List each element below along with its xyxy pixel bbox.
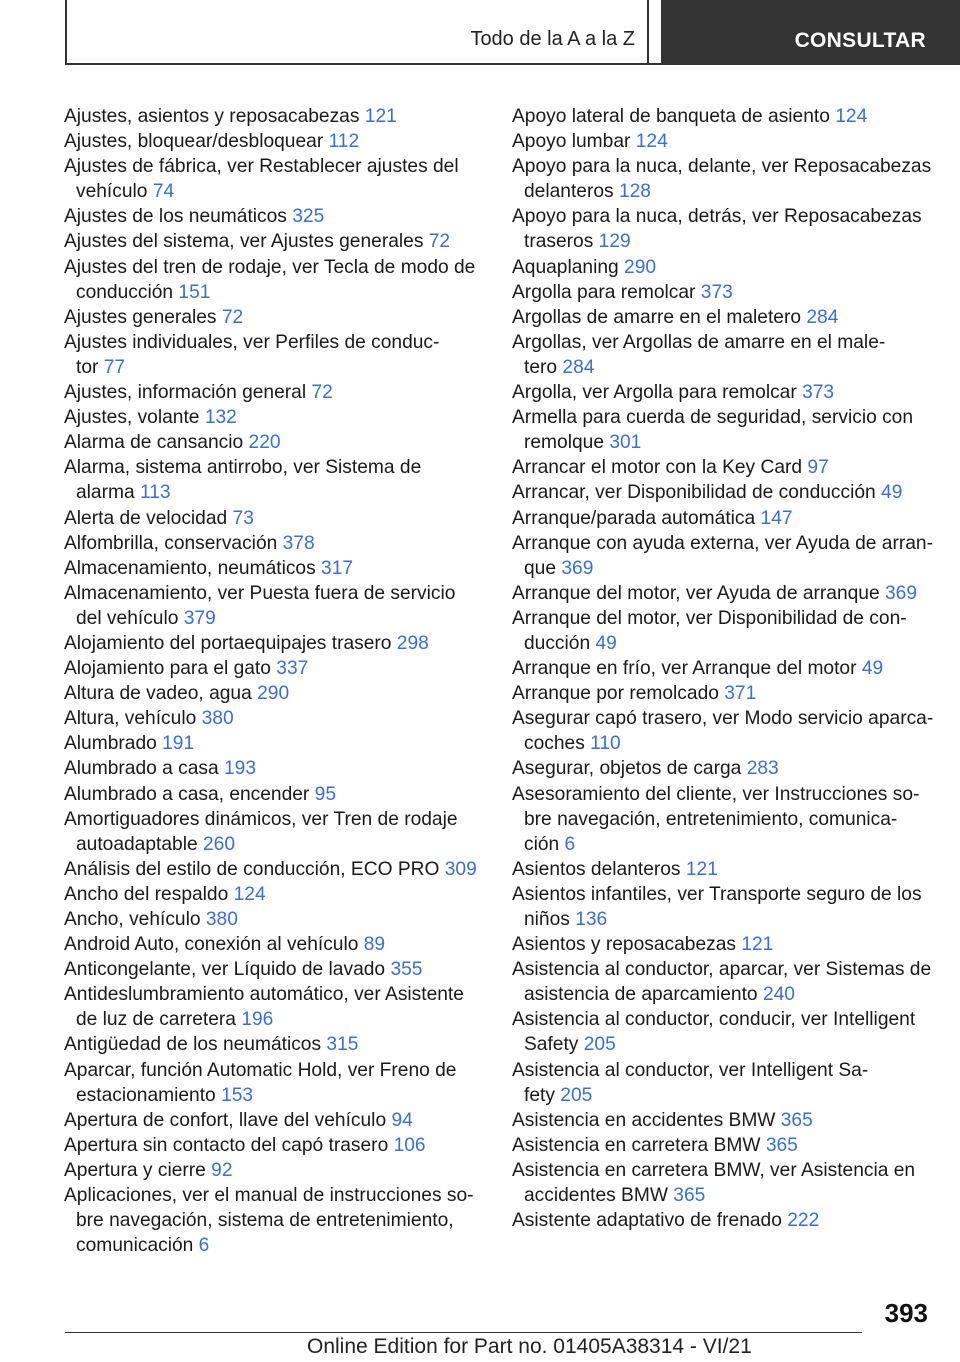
- index-entry-text: Apertura y cierre: [64, 1159, 206, 1181]
- index-entry: [64, 656, 482, 681]
- index-entry-text: Safety: [524, 1034, 579, 1056]
- index-page-link[interactable]: 369: [885, 582, 918, 604]
- index-entry-text: Apoyo para la nuca, delante, ver Reposacabezas: [512, 156, 932, 178]
- index-entry-text: autoadaptable: [76, 833, 198, 855]
- index-entry: [64, 556, 482, 581]
- index-entry: [512, 480, 932, 505]
- index-entry: [64, 857, 482, 882]
- index-page-link[interactable]: 110: [590, 733, 621, 755]
- index-entry-text: tero: [524, 356, 558, 378]
- index-entry: [512, 606, 932, 656]
- index-page-link[interactable]: 112: [328, 131, 360, 153]
- index-entry: [64, 982, 482, 1032]
- index-page-link[interactable]: 113: [140, 482, 171, 504]
- index-page-link[interactable]: 153: [221, 1084, 254, 1106]
- index-entry: [64, 305, 482, 330]
- header-section-label: CONSULTAR: [794, 29, 926, 52]
- index-entry-text: Arranque por remolcado: [512, 683, 719, 705]
- index-entry-text: Ajustes de fábrica, ver Restablecer ajustes del: [64, 156, 459, 178]
- index-entry: [64, 1058, 482, 1108]
- header-tab-label: Todo de la A a la Z: [470, 28, 635, 50]
- index-page-link[interactable]: 73: [232, 507, 254, 529]
- index-entry: [512, 706, 932, 756]
- index-entry-text: vehículo: [76, 181, 148, 203]
- header-bottom-rule: [65, 63, 960, 65]
- index-entry: [64, 154, 482, 204]
- index-entry-text: Arrancar el motor con la Key Card: [512, 457, 803, 479]
- index-entry: [64, 204, 482, 229]
- index-entry: [64, 506, 482, 531]
- index-entry-text: de luz de carretera: [76, 1009, 236, 1031]
- index-entry: [64, 631, 482, 656]
- index-entry: [64, 957, 482, 982]
- index-entry: [64, 1183, 482, 1258]
- index-entry-text: Alarma de cansancio: [64, 432, 244, 454]
- index-page-link[interactable]: 77: [103, 356, 126, 378]
- index-entry: [512, 405, 932, 455]
- index-entry: [512, 756, 932, 781]
- index-page-link[interactable]: 373: [802, 382, 835, 404]
- index-page-link[interactable]: 151: [178, 281, 211, 303]
- index-entry-text: Asistencia al conductor, aparcar, ver Sistemas de: [512, 959, 932, 981]
- index-entry: [512, 656, 932, 681]
- index-entry-text: Android Auto, conexión al vehículo: [64, 934, 359, 956]
- index-entry-text: Arranque en frío, ver Arranque del motor: [512, 658, 857, 680]
- index-entry-text: Ajustes, bloquear/desbloquear: [64, 131, 324, 153]
- index-entry: [64, 380, 482, 405]
- index-page-link[interactable]: 309: [444, 858, 477, 880]
- index-entry-text: Altura de vadeo, agua: [64, 683, 252, 705]
- header-chapter-tab[interactable]: [65, 0, 649, 64]
- index-page-link[interactable]: 97: [807, 457, 829, 479]
- index-entry-text: Asegurar capó trasero, ver Modo servicio aparca-: [512, 708, 934, 730]
- index-entry-text: Amortiguadores dinámicos, ver Tren de rodaje: [64, 808, 458, 830]
- index-entry: [512, 204, 932, 254]
- index-entry-text: Ajustes de los neumáticos: [64, 206, 287, 228]
- index-entry: [512, 330, 932, 380]
- index-page-link[interactable]: 373: [700, 281, 733, 303]
- index-entry-text: Aplicaciones, ver el manual de instrucciones so-: [64, 1185, 474, 1207]
- index-entry-text: Asientos delanteros: [512, 858, 681, 880]
- index-page-link[interactable]: 298: [396, 632, 429, 654]
- index-entry-text: Ajustes del sistema, ver Ajustes generales: [64, 231, 424, 253]
- index-entry-text: Argollas de amarre en el maletero: [512, 306, 802, 328]
- index-page-link[interactable]: 220: [248, 432, 281, 454]
- index-entry: [512, 154, 932, 204]
- index-entry: [512, 506, 932, 531]
- index-entry-text: Arranque del motor, ver Ayuda de arranque: [512, 582, 880, 604]
- index-entry-text: bre navegación, sistema de entretenimiento,: [76, 1210, 454, 1232]
- index-entry-text: Ajustes generales: [64, 306, 217, 328]
- index-entry-text: Alojamiento del portaequipajes trasero: [64, 632, 392, 654]
- index-entry-text: traseros: [524, 231, 594, 253]
- index-entry-text: Ajustes, volante: [64, 407, 200, 429]
- index-entry-text: ducción: [524, 632, 591, 654]
- header-section-tab[interactable]: [661, 0, 960, 64]
- index-page-link[interactable]: 72: [311, 382, 333, 404]
- index-entry: [64, 882, 482, 907]
- index-entry-text: Asistencia al conductor, conducir, ver Intelligent: [512, 1009, 916, 1031]
- index-page-link[interactable]: 371: [724, 683, 757, 705]
- index-page-link[interactable]: 196: [241, 1009, 274, 1031]
- index-page-link[interactable]: 283: [746, 758, 779, 780]
- index-entry: [64, 1133, 482, 1158]
- index-column-right: [512, 104, 932, 1233]
- index-page-link[interactable]: 315: [326, 1034, 359, 1056]
- index-page-link[interactable]: 205: [560, 1084, 593, 1106]
- index-entry-text: Asistencia al conductor, ver Intelligent Sa-: [512, 1059, 869, 1081]
- index-entry: [64, 229, 482, 254]
- index-page-link[interactable]: 191: [162, 733, 195, 755]
- index-entry-text: Asientos infantiles, ver Transporte seguro de los: [512, 883, 922, 905]
- index-page-link[interactable]: 129: [598, 231, 631, 253]
- index-entry-text: conducción: [76, 281, 174, 303]
- index-page-link[interactable]: 222: [787, 1210, 820, 1232]
- index-entry: [64, 129, 482, 154]
- index-page-link[interactable]: 121: [364, 106, 397, 127]
- index-entry-text: Alerta de velocidad: [64, 507, 228, 529]
- index-entry-text: remolque: [524, 432, 604, 454]
- index-entry: [64, 1032, 482, 1057]
- index-entry-text: asistencia de aparcamiento: [524, 984, 758, 1006]
- index-entry-text: Alojamiento para el gato: [64, 658, 271, 680]
- index-page-link[interactable]: 378: [282, 532, 315, 554]
- index-page-link[interactable]: 240: [762, 984, 795, 1006]
- index-entry-text: Argollas, ver Argollas de amarre en el male-: [512, 331, 886, 353]
- index-entry: [512, 782, 932, 857]
- index-entry: [64, 807, 482, 857]
- index-entry-text: Armella para cuerda de seguridad, servicio con: [512, 407, 914, 429]
- index-page-link[interactable]: 95: [314, 783, 337, 805]
- index-entry-text: Análisis del estilo de conducción, ECO PRO: [64, 858, 440, 880]
- index-entry-text: Asistencia en accidentes BMW: [512, 1109, 776, 1131]
- index-entry-text: del vehículo: [76, 607, 179, 629]
- index-entry-text: Asesoramiento del cliente, ver Instrucciones so-: [512, 783, 920, 805]
- index-page-link[interactable]: 128: [618, 181, 651, 203]
- index-entry: [512, 1108, 932, 1133]
- index-entry: [64, 706, 482, 731]
- index-entry-text: Antigüedad de los neumáticos: [64, 1034, 322, 1056]
- index-entry-text: Alumbrado a casa, encender: [64, 783, 310, 805]
- index-entry-text: Asientos y reposacabezas: [512, 934, 736, 956]
- index-page-link[interactable]: 6: [198, 1235, 210, 1257]
- index-entry-text: bre navegación, entretenimiento, comunica-: [524, 808, 898, 830]
- index-entry-text: fety: [524, 1084, 555, 1106]
- index-page-link[interactable]: 337: [276, 658, 309, 680]
- index-page-link[interactable]: 92: [211, 1159, 233, 1181]
- index-entry-text: coches: [524, 733, 585, 755]
- index-entry-text: alarma: [76, 482, 135, 504]
- index-entry: [512, 932, 932, 957]
- index-entry-text: Alumbrado a casa: [64, 758, 219, 780]
- index-entry-text: Asegurar, objetos de carga: [512, 758, 742, 780]
- index-page-link[interactable]: 124: [635, 131, 668, 153]
- index-entry-text: Asistente adaptativo de frenado: [512, 1210, 782, 1232]
- index-page-link[interactable]: 365: [673, 1185, 706, 1207]
- index-entry: [512, 681, 932, 706]
- index-page-link[interactable]: 89: [363, 934, 386, 956]
- index-entry: [512, 531, 932, 581]
- index-entry: [64, 932, 482, 957]
- index-entry: [512, 581, 932, 606]
- index-entry-text: Asistencia en carretera BMW: [512, 1134, 761, 1156]
- index-entry: [64, 330, 482, 380]
- index-entry-text: Altura, vehículo: [64, 708, 197, 730]
- index-entry: [512, 857, 932, 882]
- footer-edition: Online Edition for Part no. 01405A38314 - VI/21: [307, 1335, 752, 1358]
- index-entry: [512, 380, 932, 405]
- index-entry-text: Ajustes, información general: [64, 382, 307, 404]
- index-page-link[interactable]: 49: [595, 632, 617, 654]
- index-entry: [64, 255, 482, 305]
- index-entry: [64, 104, 482, 129]
- index-page-link[interactable]: 147: [760, 507, 793, 529]
- index-entry: [64, 681, 482, 706]
- index-entry-text: estacionamiento: [76, 1084, 216, 1106]
- index-entry: [512, 455, 932, 480]
- index-page-link[interactable]: 284: [562, 356, 595, 378]
- index-page-link[interactable]: 121: [741, 934, 774, 956]
- index-entry-text: Aquaplaning: [512, 256, 619, 278]
- index-entry-text: Arranque del motor, ver Disponibilidad de con-: [512, 607, 907, 629]
- index-entry-text: Apertura de confort, llave del vehículo: [64, 1109, 387, 1131]
- index-page-link[interactable]: 205: [583, 1034, 616, 1056]
- index-entry: [512, 129, 932, 154]
- index-entry-text: Anticongelante, ver Líquido de lavado: [64, 959, 386, 981]
- index-page-link[interactable]: 132: [204, 407, 237, 429]
- index-entry: [512, 255, 932, 280]
- index-entry: [64, 581, 482, 631]
- index-entry-text: Almacenamiento, ver Puesta fuera de servicio: [64, 582, 456, 604]
- index-entry: [64, 1158, 482, 1183]
- index-entry-text: ción: [524, 833, 560, 855]
- footer-rule: [65, 1332, 862, 1333]
- index-page-link[interactable]: 72: [428, 231, 451, 253]
- index-entry-text: Alfombrilla, conservación: [64, 532, 278, 554]
- index-page-link[interactable]: 106: [393, 1134, 426, 1156]
- index-entry-text: Almacenamiento, neumáticos: [64, 557, 316, 579]
- index-entry-text: Asistencia en carretera BMW, ver Asistencia en: [512, 1159, 916, 1181]
- index-entry: [512, 1158, 932, 1208]
- index-entry-text: Alumbrado: [64, 733, 157, 755]
- index-page-link[interactable]: 369: [561, 557, 594, 579]
- index-entry: [512, 104, 932, 129]
- index-page-link[interactable]: 379: [183, 607, 216, 629]
- index-entry-text: Argolla, ver Argolla para remolcar: [512, 382, 797, 404]
- index-entry-text: Arranque con ayuda externa, ver Ayuda de arran-: [512, 532, 933, 554]
- index-page-link[interactable]: 290: [257, 683, 290, 705]
- index-entry-text: Ancho del respaldo: [64, 883, 229, 905]
- index-page-link[interactable]: 6: [564, 833, 576, 855]
- index-page-link[interactable]: 49: [881, 482, 903, 504]
- index-entry-text: accidentes BMW: [524, 1185, 668, 1207]
- index-column-left: [64, 104, 482, 1258]
- index-entry-text: Antideslumbramiento automático, ver Asistente: [64, 984, 464, 1006]
- index-entry-text: delanteros: [524, 181, 614, 203]
- index-entry-text: Arranque/parada automática: [512, 507, 756, 529]
- index-entry: [512, 882, 932, 932]
- index-page-link[interactable]: 380: [205, 909, 238, 930]
- index-entry: [64, 430, 482, 455]
- index-entry-text: Ajustes, asientos y reposacabezas: [64, 106, 360, 127]
- index-page-link[interactable]: 301: [609, 432, 642, 454]
- header-tab-divider: [647, 0, 649, 64]
- index-entry: [64, 405, 482, 430]
- index-page-link[interactable]: 325: [292, 206, 325, 228]
- index-page-link[interactable]: 193: [224, 758, 257, 780]
- index-entry: [512, 1208, 932, 1233]
- index-page-link[interactable]: 365: [780, 1109, 813, 1131]
- index-entry-text: Ajustes individuales, ver Perfiles de conduc-: [64, 331, 440, 353]
- index-entry: [64, 756, 482, 781]
- index-entry-text: Alarma, sistema antirrobo, ver Sistema de: [64, 457, 422, 479]
- index-page-link[interactable]: 284: [806, 306, 839, 328]
- index-page-link[interactable]: 94: [391, 1109, 413, 1131]
- index-entry-text: Apoyo lateral de banqueta de asiento: [512, 106, 830, 127]
- index-entry: [64, 455, 482, 505]
- index-page-link[interactable]: 49: [861, 658, 884, 680]
- index-page-link[interactable]: 136: [575, 909, 608, 930]
- index-entry-text: Apoyo lumbar: [512, 131, 631, 153]
- page-number: 393: [884, 1298, 928, 1328]
- index-entry: [512, 1058, 932, 1108]
- index-entry-text: tor: [76, 356, 99, 378]
- index-page-link[interactable]: 121: [685, 858, 718, 880]
- index-entry-text: comunicación: [76, 1235, 194, 1257]
- index-page-link[interactable]: 380: [201, 708, 234, 730]
- index-entry: [512, 1133, 932, 1158]
- index-entry: [512, 957, 932, 1007]
- index-entry-text: niños: [524, 909, 570, 930]
- index-entry-text: Aparcar, función Automatic Hold, ver Freno de: [64, 1059, 457, 1081]
- index-page-link[interactable]: 317: [321, 557, 354, 579]
- index-page-link[interactable]: 355: [390, 959, 423, 981]
- index-page-link[interactable]: 72: [221, 306, 244, 328]
- index-entry: [64, 731, 482, 756]
- index-entry-text: Argolla para remolcar: [512, 281, 696, 303]
- index-page-link[interactable]: 260: [202, 833, 235, 855]
- index-page-link[interactable]: 124: [835, 106, 868, 127]
- index-entry: [512, 1007, 932, 1057]
- index-page-link[interactable]: 365: [765, 1134, 798, 1156]
- index-entry-text: Arrancar, ver Disponibilidad de conducción: [512, 482, 876, 504]
- index-entry: [64, 1108, 482, 1133]
- index-entry: [64, 782, 482, 807]
- index-page-link[interactable]: 124: [233, 883, 266, 905]
- index-entry-text: que: [524, 557, 557, 579]
- index-entry: [64, 531, 482, 556]
- index-entry: [64, 907, 482, 932]
- index-page-link[interactable]: 290: [624, 256, 657, 278]
- index-entry-text: Ancho, vehículo: [64, 909, 201, 930]
- index-entry: [512, 305, 932, 330]
- index-entry-text: Ajustes del tren de rodaje, ver Tecla de modo de: [64, 256, 476, 278]
- index-entry-text: Apoyo para la nuca, detrás, ver Reposacabezas: [512, 206, 922, 228]
- index-entry: [512, 280, 932, 305]
- index-entry-text: Apertura sin contacto del capó trasero: [64, 1134, 389, 1156]
- index-page-link[interactable]: 74: [152, 181, 175, 203]
